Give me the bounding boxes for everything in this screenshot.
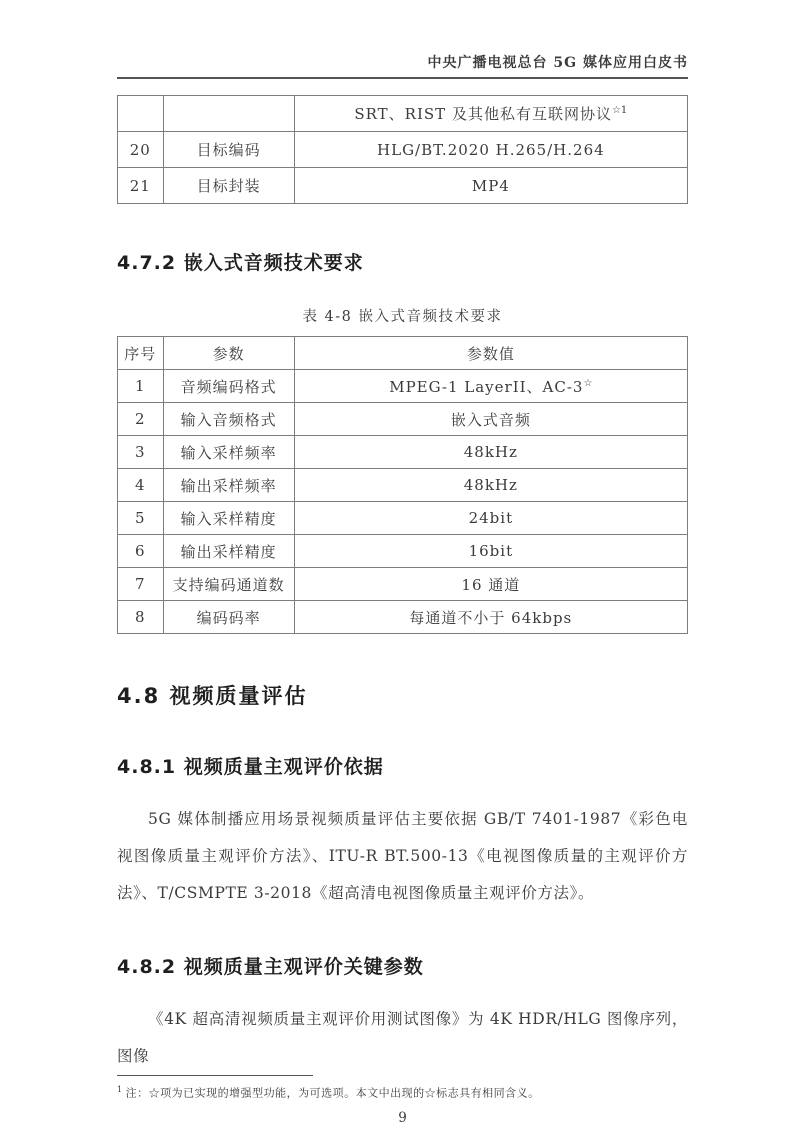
section-heading-4-8-1: 4.8.1 视频质量主观评价依据 [117, 756, 384, 778]
page-footer [117, 1075, 688, 1131]
header-title: 中央广播电视总台 5G 媒体应用白皮书 [427, 55, 688, 71]
section-heading-4-8: 4.8 视频质量评估 [117, 684, 308, 708]
paragraph-test-image: 《4K 超高清视频质量主观评价用测试图像》为 4K HDR/HLG 图像序列，图像 [117, 1010, 688, 1065]
cell-param: 支持编码通道数 [163, 568, 294, 601]
header-rule [117, 77, 688, 79]
cell-value: 每通道不小于 64kbps [294, 601, 687, 634]
cell-param: 输出采样精度 [163, 535, 294, 568]
paragraph-quality-basis: 5G 媒体制播应用场景视频质量评估主要依据 GB/T 7401-1987《彩色电视图像质量主观评价方法》、ITU-R BT.500-13《电视图像质量的主观评价方法》、T/CSMPTE 3-2018《超高清电视图像质量主观评价方法》。 [117, 810, 688, 902]
cell-value: 16 通道 [294, 568, 687, 601]
table-row [118, 403, 688, 436]
section-heading-4-8-2: 4.8.2 视频质量主观评价关键参数 [117, 956, 424, 978]
footnote-superscript: 1 [117, 1085, 123, 1094]
cell-param: 目标封装 [163, 168, 294, 204]
cell-value: 24bit [294, 502, 687, 535]
cell-value: 48kHz [294, 469, 687, 502]
cell-value [294, 370, 687, 403]
table-row [118, 535, 688, 568]
table-4-8-caption: 表 4-8 嵌入式音频技术要求 [302, 309, 503, 325]
page-number: 9 [398, 1109, 407, 1126]
cell-no: 7 [118, 568, 164, 601]
cell-param: 音频编码格式 [163, 370, 294, 403]
table-row [118, 469, 688, 502]
cell-value [294, 168, 687, 204]
table-row [118, 568, 688, 601]
cell-no: 8 [118, 601, 164, 634]
cell-no: 2 [118, 403, 164, 436]
cell-param: 输出采样频率 [163, 469, 294, 502]
column-header-no: 序号 [118, 337, 164, 370]
page-header [117, 52, 688, 79]
cell-value: 48kHz [294, 436, 687, 469]
table-row [118, 168, 688, 204]
star-superscript: ☆1 [611, 105, 628, 116]
cell-no: 20 [118, 132, 164, 168]
cell-value: 16bit [294, 535, 687, 568]
column-header-value: 参数值 [294, 337, 687, 370]
audio-params-table [117, 336, 688, 634]
continuation-table [117, 95, 688, 204]
cell-param: 目标编码 [163, 132, 294, 168]
footnote-rule [117, 1075, 313, 1076]
cell-value-text: SRT、RIST 及其他私有互联网协议 [354, 105, 612, 123]
cell-value-text: MP4 [471, 176, 510, 195]
cell-param: 编码码率 [163, 601, 294, 634]
cell-param: 输入采样频率 [163, 436, 294, 469]
table-row [118, 601, 688, 634]
cell-value [294, 96, 687, 132]
cell-no: 4 [118, 469, 164, 502]
table-row [118, 132, 688, 168]
column-header-param: 参数 [163, 337, 294, 370]
cell-no [118, 96, 164, 132]
footnote-text: 注：☆项为已实现的增强型功能，为可选项。本文中出现的☆标志具有相同含义。 [125, 1086, 540, 1100]
table-row [118, 502, 688, 535]
section-heading-4-7-2: 4.7.2 嵌入式音频技术要求 [117, 252, 364, 274]
cell-no: 3 [118, 436, 164, 469]
table-row [118, 436, 688, 469]
cell-value [294, 132, 687, 168]
cell-value-text: MPEG-1 LayerII、AC-3 [389, 377, 584, 396]
cell-param: 输入音频格式 [163, 403, 294, 436]
table-row [118, 96, 688, 132]
footnote [117, 1082, 688, 1102]
star-superscript: ☆ [583, 377, 593, 389]
cell-param [163, 96, 294, 132]
cell-no: 1 [118, 370, 164, 403]
cell-param: 输入采样精度 [163, 502, 294, 535]
cell-value-text: HLG/BT.2020 H.265/H.264 [377, 140, 605, 159]
cell-no: 6 [118, 535, 164, 568]
cell-no: 21 [118, 168, 164, 204]
table-row [118, 370, 688, 403]
cell-no: 5 [118, 502, 164, 535]
table-header-row [118, 337, 688, 370]
cell-value: 嵌入式音频 [294, 403, 687, 436]
